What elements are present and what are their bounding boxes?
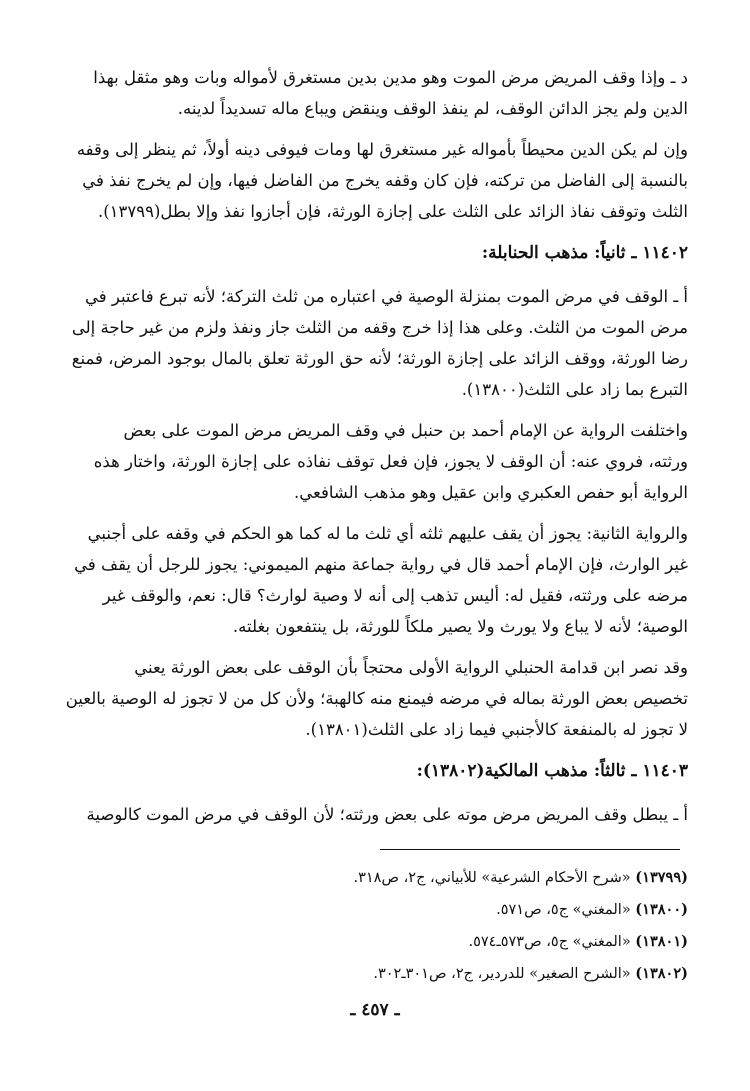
section-number: ١١٤٠٢ ـ ثانياً:: [594, 243, 688, 263]
footnote-text: «المغني» ج٥، ص٥٧٣ـ٥٧٤.: [468, 934, 631, 950]
section-heading-hanabila: [62, 237, 688, 269]
paragraph-a-malikiyya: [62, 799, 688, 830]
text-line: لا تجوز له بالمنفعة كالأجنبي فيما زاد على الثلث(١٣٨٠١).: [305, 720, 688, 739]
section-title: مذهب الحنابلة:: [481, 243, 589, 263]
text-line: الرواية أبو حفص العكبري وابن عقيل وهو مذهب الشافعي.: [294, 483, 688, 502]
footnote: [62, 958, 688, 990]
text-line: تخصيص بعض الورثة بماله في مرضه فيمنع منه كالهبة؛ ولأن كل من لا تجوز له الوصية بالعين: [65, 689, 688, 708]
text-line: غير الوارث، فإن الإمام أحمد قال في رواية جماعة منهم الميموني: يجوز للرجل أن يقف في: [74, 555, 688, 574]
text-line: ورثته، فروي عنه: أن الوقف لا يجوز، فإن فعل توقف نفاذه على إجازة الورثة، واختار هذه: [93, 452, 688, 471]
paragraph-debt-not-encompassing: [62, 134, 688, 227]
paragraph-second-narration: [62, 518, 688, 642]
text-line: د ـ وإذا وقف المريض مرض الموت وهو مدين بدين مستغرق لأمواله وبات وهو مثقل بهذا: [93, 68, 688, 87]
text-line: مرض الموت من الثلث. وعلى هذا إذا خرج وقفه من الثلث جاز ونفذ ولزم من غير حاجة إلى: [71, 318, 688, 337]
footnote-number: (١٣٨٠١): [635, 933, 688, 950]
footnote: [62, 926, 688, 958]
text-line: أ ـ الوقف في مرض الموت بمنزلة الوصية في اعتباره من ثلث التركة؛ لأنه تبرع فاعتبر في: [84, 287, 688, 306]
text-line: وإن لم يكن الدين محيطاً بأمواله غير مستغرق لها ومات فيوفى دينه أولاً، ثم ينظر إلى وقفه: [76, 140, 688, 159]
text-line: وقد نصر ابن قدامة الحنبلي الرواية الأولى محتجاً بأن الوقف على بعض الورثة يعني: [134, 658, 688, 677]
footnote-number: (١٣٨٠٠): [635, 901, 688, 918]
paragraph-narration-difference: [62, 415, 688, 508]
text-line: الثلث وتوقف نفاذ الزائد على الثلث على إجازة الورثة، فإن أجازوا نفذ وإلا بطل(١٣٧٩٩).: [97, 202, 688, 221]
text-line: رضا الورثة، ووقف الزائد على إجازة الورثة؛ لأنه حق الورثة تعلق بالمال بوجود المرض، فمنع: [71, 349, 688, 368]
footnote-number: (١٣٧٩٩): [635, 869, 688, 886]
paragraph-d-waqf-debtor: [62, 62, 688, 124]
text-line: واختلفت الرواية عن الإمام أحمد بن حنبل في وقف المريض مرض الموت على بعض: [123, 421, 688, 440]
footnote-number: (١٣٨٠٢): [635, 965, 688, 982]
text-line: مرضه على ورثته، فقيل له: أليس تذهب إلى أنه لا وصية لوارث؟ قال: نعم، والوقف غير: [102, 586, 688, 605]
footnote-text: «شرح الأحكام الشرعية» للأبياني، ج٢، ص٣١٨.: [353, 870, 631, 886]
footnote: [62, 894, 688, 926]
footnote-text: «المغني» ج٥، ص٥٧١.: [496, 902, 631, 918]
footnote: [62, 862, 688, 894]
page-number: ـ ٤٥٧ ـ: [350, 1000, 400, 1020]
footnotes: [62, 862, 688, 990]
text-line: التبرع بما زاد على الثلث(١٣٨٠٠).: [461, 380, 688, 399]
section-number: ١١٤٠٣ ـ ثالثاً:: [593, 761, 688, 781]
text-line: الدين ولم يجز الدائن الوقف، لم ينفذ الوقف وينقض ويباع ماله تسديداً لدينه.: [177, 99, 688, 118]
text-line: بالنسبة إلى الفاضل من تركته، فإن كان وقفه يخرج من الفاضل فيها، وإن لم يخرج نفذ في: [82, 171, 688, 190]
text-line: والرواية الثانية: يجوز أن يقف عليهم ثلثه أي ثلث ما له كما هو الحكم في وقفه على أجنبي: [87, 524, 688, 543]
footnote-divider: [380, 849, 680, 850]
text-line: الوصية؛ لأنه لا يباع ولا يورث ولا يصير ملكاً للورثة، بل ينتفعون بغلته.: [232, 617, 688, 636]
footnote-text: «الشرح الصغير» للدردير، ج٢، ص٣٠١ـ٣٠٢.: [373, 966, 631, 982]
text-line: أ ـ يبطل وقف المريض مرض موته على بعض ورثته؛ لأن الوقف في مرض الموت كالوصية: [86, 805, 688, 824]
paragraph-ibn-qudama: [62, 652, 688, 745]
paragraph-a-hanabila: [62, 281, 688, 405]
section-heading-malikiyya: [62, 755, 688, 787]
section-title: مذهب المالكية(١٣٨٠٢):: [416, 761, 588, 781]
